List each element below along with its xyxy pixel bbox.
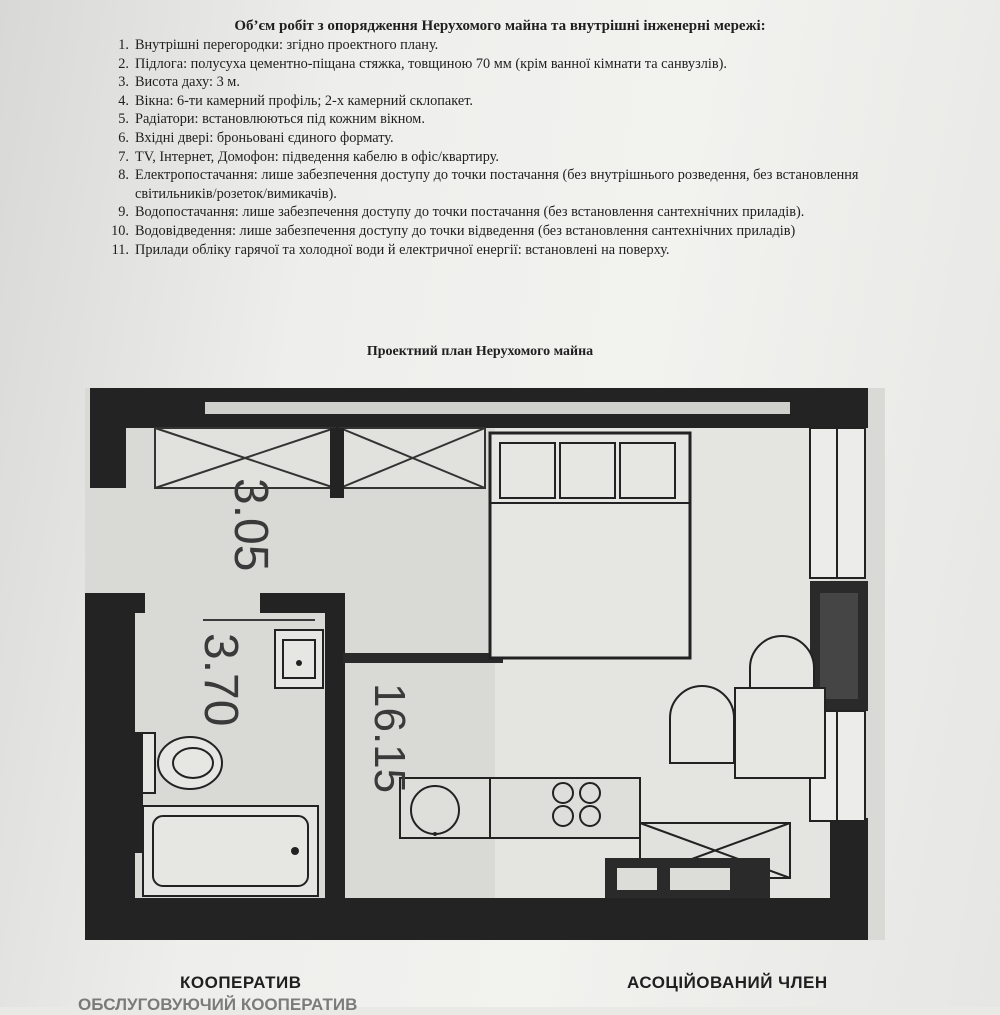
signature-right-title: АСОЦІЙОВАНИЙ ЧЛЕН: [627, 973, 828, 992]
chair-icon: [670, 686, 734, 763]
kitchen-counter: [400, 778, 640, 838]
list-item-text: Висота даху: 3 м.: [135, 74, 240, 91]
list-item: 11. Прилади обліку гарячої та холодної води й електричної енергії: встановлені на поверху.: [111, 241, 670, 258]
scope-list: [95, 36, 925, 259]
list-item: 6. Вхідні двері: броньовані єдиного формату.: [118, 129, 394, 146]
scope-title: Об’єм робіт з опорядження Нерухомого майна та внутрішні інженерні мережі:: [234, 18, 766, 34]
list-item: 5. Радіатори: встановлюються під кожним вікном.: [118, 111, 425, 128]
area-label-room: 16.15: [365, 683, 414, 794]
list-item-text: Підлога: полусуха цементно-піщана стяжка, товщиною 70 мм (крім ванної кімнати та санвузлів).: [135, 55, 727, 72]
list-item-text: Радіатори: встановлюються під кожним вікном.: [135, 111, 425, 128]
list-item: 1. Внутрішні перегородки: згідно проектного плану.: [118, 37, 439, 53]
list-item: 10. Водовідведення: лише забезпечення доступу до точки відведення (без встановлення сантехнічних приладів): [111, 222, 796, 239]
sink-icon: [275, 630, 323, 688]
list-item-text: Вхідні двері: броньовані єдиного формату.: [135, 129, 394, 146]
plan-title: Проектний план Нерухомого майна: [366, 344, 594, 359]
floor-plan: [85, 388, 885, 940]
list-item: 2. Підлога: полусуха цементно-піщана стяжка, товщиною 70 мм (крім ванної кімнати та санвузлів).: [118, 55, 727, 72]
pipe-shaft: [133, 733, 143, 853]
bed-icon: [490, 433, 690, 658]
list-item: 8. Електропостачання: лише забезпечення доступу до точки постачання (без внутрішнього розведення, без встановлення світильників/розеток/вимикачів).: [118, 167, 859, 202]
hall-partition: [330, 428, 344, 498]
area-label-hall: 3.05: [224, 478, 277, 572]
table-icon: [735, 688, 825, 778]
list-item-text: Прилади обліку гарячої та холодної води й електричної енергії: встановлені на поверху.: [135, 241, 670, 258]
list-item-text: Електропостачання: лише забезпечення доступу до точки постачання (без внутрішнього розведення, без встановлення світильників/розеток/вимикачів).: [135, 167, 859, 202]
list-item: 7. TV, Інтернет, Домофон: підведення кабелю в офіс/квартиру.: [118, 148, 499, 165]
signature-left-title: КООПЕРАТИВ: [180, 973, 302, 992]
list-item: 3. Висота даху: 3 м.: [118, 74, 240, 91]
list-item: 9. Водопостачання: лише забезпечення доступу до точки постачання (без встановлення сантехнічних приладів).: [118, 204, 805, 221]
list-item-text: TV, Інтернет, Домофон: підведення кабелю в офіс/квартиру.: [135, 148, 499, 165]
kitchen-partition: [343, 653, 503, 663]
area-label-bath: 3.70: [194, 633, 247, 727]
list-item-text: Вікна: 6-ти камерний профіль; 2-х камерний склопакет.: [135, 92, 473, 109]
list-item: 4. Вікна: 6-ти камерний профіль; 2-х камерний склопакет.: [118, 92, 473, 109]
hall-closets: [155, 428, 485, 488]
toilet-icon: [133, 733, 222, 793]
floor-plan-drawing: [85, 388, 885, 940]
list-item-text: Водопостачання: лише забезпечення доступу до точки постачання (без встановлення сантехнічних приладів).: [135, 204, 805, 221]
list-item-text: Водовідведення: лише забезпечення доступу до точки відведення (без встановлення сантехнічних приладів): [135, 222, 796, 239]
list-item-text: Внутрішні перегородки: згідно проектного плану.: [135, 37, 439, 53]
bathtub-icon: [143, 806, 318, 896]
signature-left-subtitle: ОБСЛУГОВУЮЧИЙ КООПЕРАТИВ: [78, 995, 358, 1014]
